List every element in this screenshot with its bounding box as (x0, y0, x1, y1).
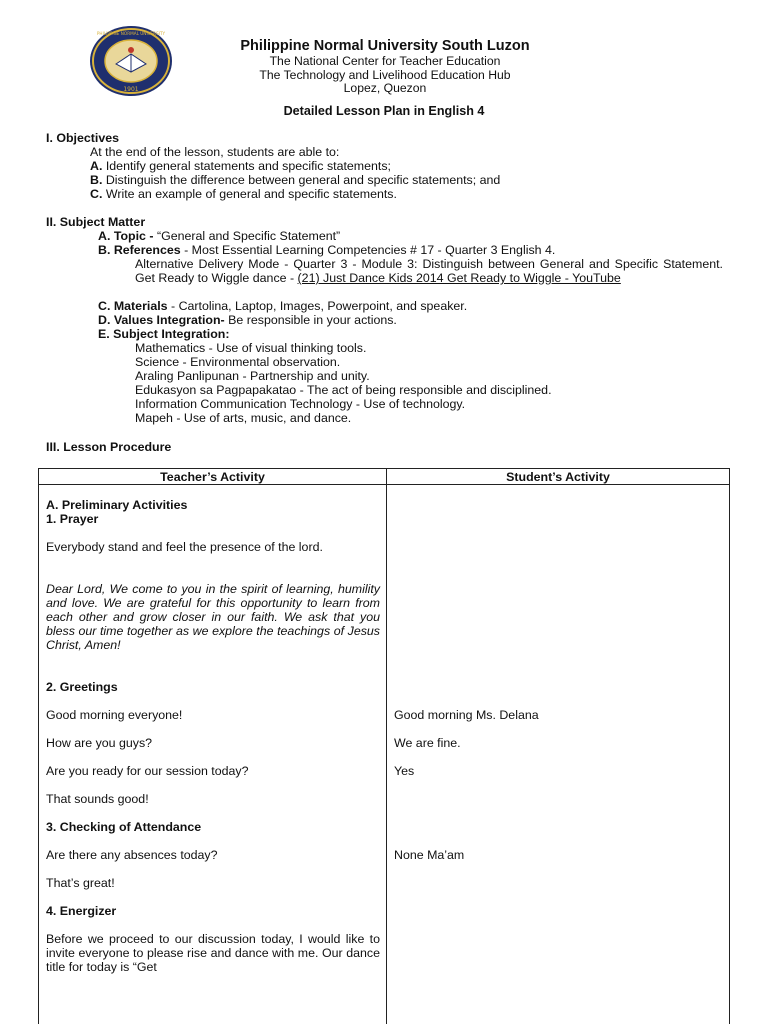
header-line-3: Lopez, Quezon (343, 81, 427, 96)
document-header (180, 38, 590, 96)
integration-item: Araling Panlipunan - Partnership and unity. (135, 369, 370, 383)
prayer-intro: Everybody stand and feel the presence of the lord. (46, 540, 323, 554)
objective-a-letter: A. (90, 159, 103, 173)
topic (98, 229, 340, 243)
objective-c-letter: C. (90, 187, 103, 201)
energizer-text: Before we proceed to our discussion today, I would like to invite everyone to please rise and dance with me. Our dance title for today is “Get (46, 932, 380, 974)
references-continued (135, 257, 723, 285)
objective-b (90, 173, 500, 187)
seal-year: 1901 (123, 86, 139, 93)
references (98, 243, 555, 257)
university-seal-icon (88, 24, 174, 98)
objective-a (90, 159, 391, 173)
seal-text: PHILIPPINE NORMAL UNIVERSITY (96, 31, 166, 36)
objective-b-text: Distinguish the difference between general and specific statements; and (102, 173, 501, 187)
teacher-activity-header: Teacher’s Activity (160, 470, 265, 484)
objective-a-text: Identify general statements and specific statements; (102, 159, 391, 173)
objective-c-text: Write an example of general and specific statements. (102, 187, 397, 201)
prayer-text: Dear Lord, We come to you in the spirit of learning, humility and love. We are grateful for this opportunity to learn from each other and grow closer in our faith. We ask that you bless our time together as we explore the teachings of Jesus Christ, Amen! (46, 582, 380, 652)
teacher-line: Are there any absences today? (46, 848, 218, 862)
materials-label: C. Materials (98, 299, 168, 313)
materials (98, 299, 467, 313)
student-line: Good morning Ms. Delana (394, 708, 539, 722)
greetings-heading: 2. Greetings (46, 680, 118, 694)
topic-value: “General and Specific Statement” (156, 229, 341, 243)
preliminary-activities-heading: A. Preliminary Activities (46, 498, 188, 512)
teacher-line: How are you guys? (46, 736, 153, 750)
integration-item: Mapeh - Use of arts, music, and dance. (135, 411, 352, 425)
student-activity-header: Student’s Activity (506, 470, 610, 484)
subject-integration-heading: E. Subject Integration: (98, 327, 230, 341)
teacher-line: That’s great! (46, 876, 115, 890)
activity-table (38, 468, 730, 1024)
teacher-line: Are you ready for our session today? (46, 764, 249, 778)
references-cont-text: Alternative Delivery Mode - Quarter 3 - Module 3: Distinguish between General and Specific Statement. Get Ready to Wiggle dance - (135, 257, 723, 285)
header-line-1: The National Center for Teacher Education (269, 54, 501, 68)
objectives-heading: I. Objectives (46, 131, 120, 145)
values-value: Be responsible in your actions. (224, 313, 397, 327)
university-name: Philippine Normal University South Luzon (240, 38, 530, 54)
student-line: None Ma’am (394, 848, 465, 862)
youtube-link[interactable]: (21) Just Dance Kids 2014 Get Ready to Wiggle - YouTube (297, 271, 621, 285)
references-label: B. References (98, 243, 181, 257)
energizer-heading: 4. Energizer (46, 904, 117, 918)
values-label: D. Values Integration- (98, 313, 225, 327)
header-divider (39, 484, 729, 485)
teacher-line: That sounds good! (46, 792, 149, 806)
references-value: - Most Essential Learning Competencies # 17 - Quarter 3 English 4. (180, 243, 556, 257)
integration-item: Mathematics - Use of visual thinking tools. (135, 341, 367, 355)
teacher-line: Good morning everyone! (46, 708, 183, 722)
objectives-intro: At the end of the lesson, students are able to: (90, 145, 340, 159)
integration-item: Science - Environmental observation. (135, 355, 341, 369)
subject-matter-heading: II. Subject Matter (46, 215, 146, 229)
values-integration (98, 313, 397, 327)
attendance-heading: 3. Checking of Attendance (46, 820, 202, 834)
objective-c (90, 187, 397, 201)
student-line: We are fine. (394, 736, 461, 750)
materials-value: - Cartolina, Laptop, Images, Powerpoint, and speaker. (167, 299, 468, 313)
lesson-procedure-heading: III. Lesson Procedure (46, 440, 172, 454)
column-divider (386, 469, 387, 1024)
integration-item: Information Communication Technology - Use of technology. (135, 397, 466, 411)
integration-item: Edukasyon sa Pagpapakatao - The act of being responsible and disciplined. (135, 383, 552, 397)
student-line: Yes (394, 764, 415, 778)
objective-b-letter: B. (90, 173, 103, 187)
prayer-heading: 1. Prayer (46, 512, 99, 526)
topic-label: A. Topic - (98, 229, 157, 243)
header-line-2: The Technology and Livelihood Education Hub (259, 67, 511, 82)
lesson-plan-title: Detailed Lesson Plan in English 4 (283, 104, 485, 118)
